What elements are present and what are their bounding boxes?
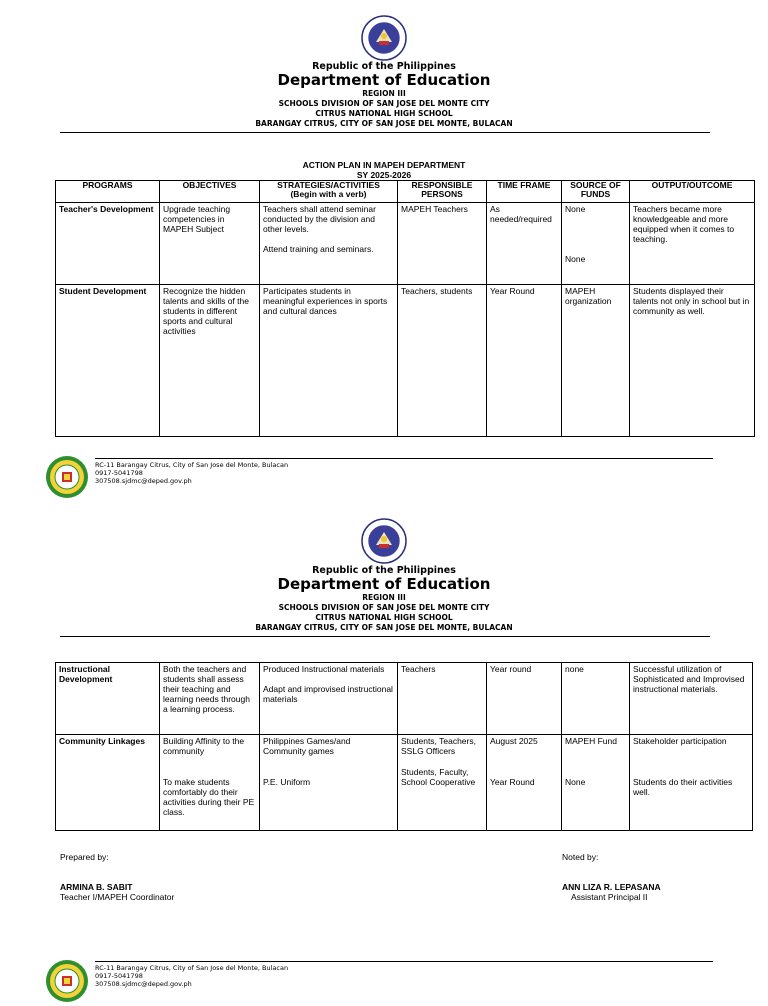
deped-seal-icon [361,518,407,564]
cell-funds-a: MAPEH Fund [565,736,617,746]
cell-program: Instructional Development [56,663,160,735]
cell-strategy-b: Attend training and seminars. [263,244,374,254]
table-row [56,735,753,831]
noted-by-block [562,882,661,902]
footer-divider [95,458,713,459]
plan-title: ACTION PLAN IN MAPEH DEPARTMENT [302,160,466,170]
col-strategies-sub: (Begin with a verb) [290,189,367,199]
col-programs: PROGRAMS [56,181,160,203]
letterhead [0,565,768,633]
cell-strategy-a: Teachers shall attend seminar conducted by the division and other levels. [263,204,376,234]
cell-funds: MAPEH organization [562,285,630,437]
cell-strategy-a: Philippines Games/and Community games [263,736,351,756]
cell-strategy-b: Adapt and improvised instructional materials [263,684,393,704]
cell-objective [160,735,260,831]
footer-email: 307508.sjdmc@deped.gov.ph [95,980,192,988]
cell-strategy-b: P.E. Uniform [263,777,311,787]
footer-email: 307508.sjdmc@deped.gov.ph [95,477,192,485]
cell-funds [562,203,630,285]
division-text: SCHOOLS DIVISION OF SAN JOSE DEL MONTE CITY [278,603,490,612]
col-output: OUTPUT/OUTCOME [630,181,755,203]
deped-seal-icon [361,15,407,61]
cell-output [630,735,753,831]
address-text: BARANGAY CITRUS, CITY OF SAN JOSE DEL MONTE, BULACAN [255,119,513,128]
cell-strategy-a: Produced Instructional materials [263,664,385,674]
cell-strategy [260,663,398,735]
table-row [56,663,753,735]
cell-program: Community Linkages [56,735,160,831]
prepared-name: ARMINA B. SABIT [60,882,133,892]
header-divider [60,132,710,133]
table-header-row [56,181,755,203]
col-timeframe: TIME FRAME [487,181,562,203]
col-strategies-label: STRATEGIES/ACTIVITIES [277,180,380,190]
cell-output: Teachers became more knowledgeable and more equipped when it comes to teaching. [630,203,755,285]
cell-timeframe: As needed/required [487,203,562,285]
address-text: BARANGAY CITRUS, CITY OF SAN JOSE DEL MONTE, BULACAN [255,623,513,632]
cell-persons: Teachers, students [398,285,487,437]
cell-persons [398,735,487,831]
cell-strategy [260,203,398,285]
republic-text: Republic of the Philippines [312,61,456,72]
department-title: Department of Education [277,71,491,89]
cell-program: Student Development [56,285,160,437]
cell-funds-b: None [565,254,586,264]
footer-contact [95,964,288,988]
footer-contact [95,461,288,485]
letterhead [0,61,768,129]
cell-objective: Upgrade teaching competencies in MAPEH Subject [160,203,260,285]
cell-persons: Teachers [398,663,487,735]
cell-timeframe-b: Year Round [490,777,535,787]
cell-timeframe: Year Round [487,285,562,437]
action-plan-table-1 [55,180,755,437]
noted-by-label: Noted by: [562,852,599,862]
col-funds: SOURCE OF FUNDS [562,181,630,203]
footer-address: RC-11 Barangay Citrus, City of San Jose del Monte, Bulacan [95,461,289,469]
footer-divider [95,961,713,962]
school-text: CITRUS NATIONAL HIGH SCHOOL [315,613,453,622]
footer-phone: 0917-5041798 [95,972,143,980]
cell-objective-b: To make students comfortably do their activities during their PE class. [163,777,255,817]
school-logo-icon [45,959,89,1003]
footer-address: RC-11 Barangay Citrus, City of San Jose del Monte, Bulacan [95,964,289,972]
cell-output: Students displayed their talents not only in school but in community as well. [630,285,755,437]
cell-strategy [260,735,398,831]
plan-title-block [0,160,768,180]
cell-funds-a: None [565,204,586,214]
school-text: CITRUS NATIONAL HIGH SCHOOL [315,109,453,118]
cell-objective: Both the teachers and students shall assess their teaching and learning needs through a learning process. [160,663,260,735]
cell-strategy: Participates students in meaningful experiences in sports and cultural dances [260,285,398,437]
action-plan-table-2 [55,662,753,831]
cell-timeframe: Year round [487,663,562,735]
cell-timeframe-a: August 2025 [490,736,538,746]
cell-output-b: Students do their activities well. [633,777,733,797]
region-text: REGION III [362,593,406,602]
table-row [56,203,755,285]
department-title: Department of Education [277,575,491,593]
footer-phone: 0917-5041798 [95,469,143,477]
cell-funds [562,735,630,831]
cell-funds: none [562,663,630,735]
cell-objective: Recognize the hidden talents and skills of the students in different sports and cultural activities [160,285,260,437]
prepared-by-block [60,882,174,902]
plan-year: SY 2025-2026 [356,170,412,180]
cell-program: Teacher's Development [56,203,160,285]
noted-title: Assistant Principal II [571,892,648,902]
header-divider [60,636,710,637]
cell-output: Successful utilization of Sophisticated and Improvised instructional materials. [630,663,753,735]
cell-funds-b: None [565,777,586,787]
col-strategies [260,181,398,203]
col-persons: RESPONSIBLE PERSONS [398,181,487,203]
prepared-title: Teacher I/MAPEH Coordinator [60,892,175,902]
region-text: REGION III [362,89,406,98]
cell-persons-a: Students, Teachers, SSLG Officers [401,736,476,756]
school-logo-icon [45,455,89,499]
cell-objective-a: Building Affinity to the community [163,736,245,756]
prepared-by-label: Prepared by: [60,852,109,862]
republic-text: Republic of the Philippines [312,565,456,576]
col-objectives: OBJECTIVES [160,181,260,203]
table-row [56,285,755,437]
cell-timeframe [487,735,562,831]
noted-name: ANN LIZA R. LEPASANA [562,882,661,892]
cell-persons-b: Students, Faculty, School Cooperative [401,767,476,787]
cell-output-a: Stakeholder participation [633,736,727,746]
cell-persons: MAPEH Teachers [398,203,487,285]
division-text: SCHOOLS DIVISION OF SAN JOSE DEL MONTE CITY [278,99,490,108]
